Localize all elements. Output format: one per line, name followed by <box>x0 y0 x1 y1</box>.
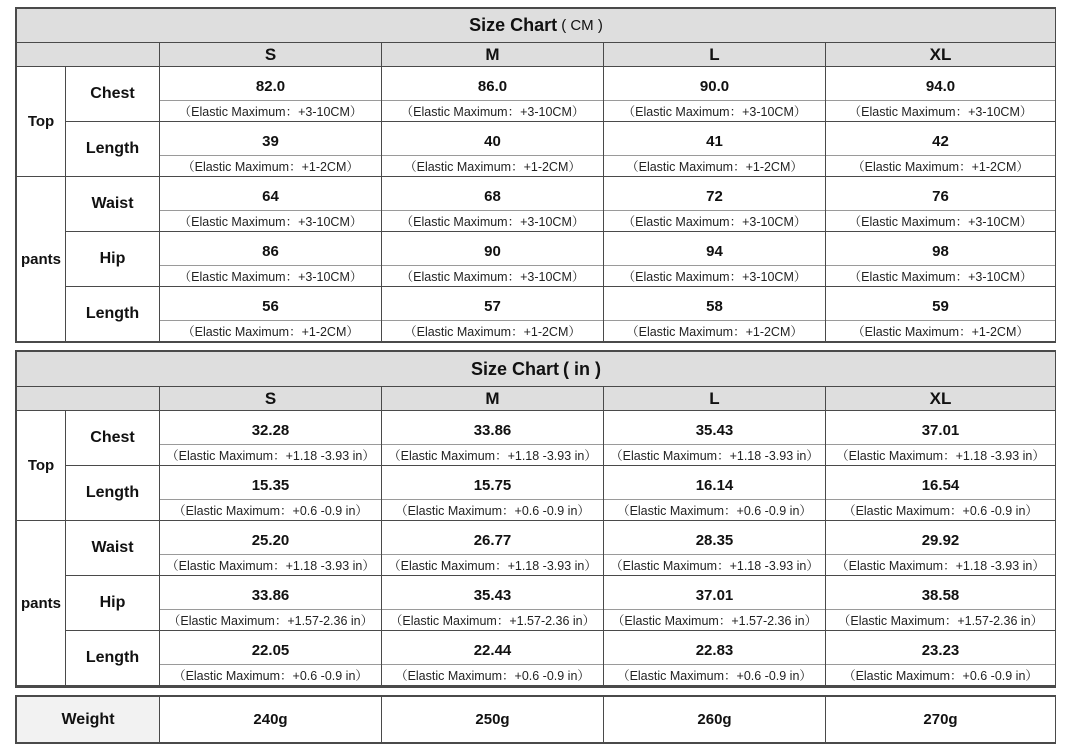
table-cell <box>382 67 603 121</box>
size-header-xl: XL <box>826 387 1055 410</box>
cell-value: 94 <box>604 232 825 266</box>
measure-label: Waist <box>66 521 159 575</box>
table-cell <box>604 466 825 520</box>
cell-note: （Elastic Maximum：+1-2CM） <box>852 325 1029 339</box>
cell-note: （Elastic Maximum：+3-10CM） <box>622 270 807 284</box>
cell-note: （Elastic Maximum：+0.6 -0.9 in） <box>173 669 368 683</box>
table-cell <box>160 287 381 341</box>
cell-value: 23.23 <box>826 631 1055 665</box>
cell-note: （Elastic Maximum：+3-10CM） <box>848 270 1033 284</box>
cell-note: （Elastic Maximum：+3-10CM） <box>622 105 807 119</box>
cell-note: （Elastic Maximum：+3-10CM） <box>848 215 1033 229</box>
group-label-pants: pants <box>17 521 65 685</box>
cell-note: （Elastic Maximum：+0.6 -0.9 in） <box>843 669 1038 683</box>
cell-value: 41 <box>604 122 825 156</box>
table-cell <box>826 631 1055 685</box>
cell-note: （Elastic Maximum：+3-10CM） <box>400 215 585 229</box>
cell-value: 56 <box>160 287 381 321</box>
table-cell <box>604 521 825 575</box>
cell-value: 40 <box>382 122 603 156</box>
table-cell <box>826 232 1055 286</box>
table-cell <box>160 521 381 575</box>
table-cell <box>826 466 1055 520</box>
table-cell <box>160 122 381 176</box>
table-cell <box>160 232 381 286</box>
table-cell <box>826 67 1055 121</box>
cell-value: 86.0 <box>382 67 603 101</box>
cell-value: 98 <box>826 232 1055 266</box>
cell-note: （Elastic Maximum：+0.6 -0.9 in） <box>843 504 1038 518</box>
size-header-s: S <box>160 387 381 410</box>
cell-value: 38.58 <box>826 576 1055 610</box>
measure-label: Length <box>66 466 159 520</box>
cell-value: 16.14 <box>604 466 825 500</box>
table-cell <box>382 287 603 341</box>
cell-note: （Elastic Maximum：+3-10CM） <box>400 105 585 119</box>
chart-unit: ( CM ) <box>561 17 603 34</box>
size-header-l: L <box>604 387 825 410</box>
table-cell <box>382 411 603 465</box>
cell-note: （Elastic Maximum：+3-10CM） <box>178 215 363 229</box>
table-cell <box>382 631 603 685</box>
cell-note: （Elastic Maximum：+1.18 -3.93 in） <box>388 449 597 463</box>
measure-label: Chest <box>66 67 159 121</box>
cell-value: 16.54 <box>826 466 1055 500</box>
cell-value: 15.75 <box>382 466 603 500</box>
cell-note: （Elastic Maximum：+1.57-2.36 in） <box>389 614 596 628</box>
table-cell <box>826 177 1055 231</box>
weight-value-l: 260g <box>604 697 825 742</box>
cell-value: 22.83 <box>604 631 825 665</box>
cell-value: 42 <box>826 122 1055 156</box>
cell-value: 37.01 <box>826 411 1055 445</box>
table-cell <box>160 67 381 121</box>
cell-note: （Elastic Maximum：+1-2CM） <box>182 160 359 174</box>
table-cell <box>382 466 603 520</box>
cell-note: （Elastic Maximum：+3-10CM） <box>848 105 1033 119</box>
cell-note: （Elastic Maximum：+1.57-2.36 in） <box>611 614 818 628</box>
measure-label: Hip <box>66 576 159 630</box>
cell-value: 28.35 <box>604 521 825 555</box>
cell-value: 68 <box>382 177 603 211</box>
cell-value: 57 <box>382 287 603 321</box>
cell-value: 25.20 <box>160 521 381 555</box>
table-cell <box>604 232 825 286</box>
cell-note: （Elastic Maximum：+3-10CM） <box>622 215 807 229</box>
cell-value: 72 <box>604 177 825 211</box>
cell-note: （Elastic Maximum：+1-2CM） <box>626 325 803 339</box>
chart-title-text: Size Chart <box>470 358 560 379</box>
cell-value: 22.05 <box>160 631 381 665</box>
chart-unit: ( in ) <box>563 358 602 379</box>
cell-note: （Elastic Maximum：+1-2CM） <box>626 160 803 174</box>
table-cell <box>604 576 825 630</box>
cell-note: （Elastic Maximum：+3-10CM） <box>400 270 585 284</box>
table-cell <box>604 287 825 341</box>
table-cell <box>382 576 603 630</box>
measure-label: Length <box>66 122 159 176</box>
group-label-top: Top <box>17 411 65 520</box>
table-cell <box>604 122 825 176</box>
cell-note: （Elastic Maximum：+3-10CM） <box>178 270 363 284</box>
cell-value: 86 <box>160 232 381 266</box>
table-cell <box>604 411 825 465</box>
table-cell <box>382 232 603 286</box>
cell-note: （Elastic Maximum：+1.18 -3.93 in） <box>610 449 819 463</box>
cell-note: （Elastic Maximum：+0.6 -0.9 in） <box>395 504 590 518</box>
cell-value: 64 <box>160 177 381 211</box>
cell-value: 35.43 <box>604 411 825 445</box>
cell-value: 90 <box>382 232 603 266</box>
weight-label: Weight <box>17 697 159 742</box>
cell-value: 29.92 <box>826 521 1055 555</box>
chart-title-text: Size Chart <box>469 15 558 35</box>
weight-value-xl: 270g <box>826 697 1055 742</box>
size-chart-in <box>15 350 1056 688</box>
size-chart-cm <box>15 7 1056 343</box>
group-label-pants: pants <box>17 177 65 341</box>
table-cell <box>604 177 825 231</box>
table-cell <box>826 287 1055 341</box>
table-cell <box>826 576 1055 630</box>
cell-note: （Elastic Maximum：+1.18 -3.93 in） <box>836 559 1045 573</box>
cell-value: 37.01 <box>604 576 825 610</box>
cell-note: （Elastic Maximum：+1.18 -3.93 in） <box>388 559 597 573</box>
measure-label: Length <box>66 631 159 685</box>
table-cell <box>160 411 381 465</box>
table-cell <box>160 177 381 231</box>
size-header-m: M <box>382 43 603 66</box>
table-cell <box>160 466 381 520</box>
size-header-m: M <box>382 387 603 410</box>
header-corner <box>17 387 159 410</box>
cell-value: 26.77 <box>382 521 603 555</box>
measure-label: Length <box>66 287 159 341</box>
chart-title-in <box>17 352 1055 386</box>
cell-value: 39 <box>160 122 381 156</box>
cell-note: （Elastic Maximum：+1-2CM） <box>404 325 581 339</box>
cell-note: （Elastic Maximum：+1.57-2.36 in） <box>837 614 1044 628</box>
cell-value: 22.44 <box>382 631 603 665</box>
cell-value: 59 <box>826 287 1055 321</box>
table-cell <box>604 67 825 121</box>
cell-note: （Elastic Maximum：+1.18 -3.93 in） <box>166 449 375 463</box>
cell-value: 33.86 <box>382 411 603 445</box>
table-cell <box>160 576 381 630</box>
cell-value: 32.28 <box>160 411 381 445</box>
table-cell <box>160 631 381 685</box>
weight-value-s: 240g <box>160 697 381 742</box>
table-cell <box>826 122 1055 176</box>
measure-label: Waist <box>66 177 159 231</box>
header-corner <box>17 43 159 66</box>
cell-note: （Elastic Maximum：+3-10CM） <box>178 105 363 119</box>
cell-note: （Elastic Maximum：+0.6 -0.9 in） <box>617 669 812 683</box>
table-cell <box>382 122 603 176</box>
cell-value: 82.0 <box>160 67 381 101</box>
chart-title-cm <box>17 9 1055 42</box>
weight-value-m: 250g <box>382 697 603 742</box>
size-header-l: L <box>604 43 825 66</box>
cell-note: （Elastic Maximum：+0.6 -0.9 in） <box>617 504 812 518</box>
cell-value: 90.0 <box>604 67 825 101</box>
table-cell <box>382 177 603 231</box>
cell-note: （Elastic Maximum：+1-2CM） <box>852 160 1029 174</box>
table-cell <box>604 631 825 685</box>
cell-note: （Elastic Maximum：+1.18 -3.93 in） <box>166 559 375 573</box>
cell-note: （Elastic Maximum：+0.6 -0.9 in） <box>173 504 368 518</box>
cell-note: （Elastic Maximum：+1-2CM） <box>182 325 359 339</box>
weight-table <box>15 695 1056 744</box>
cell-value: 58 <box>604 287 825 321</box>
cell-note: （Elastic Maximum：+1-2CM） <box>404 160 581 174</box>
cell-value: 76 <box>826 177 1055 211</box>
cell-value: 33.86 <box>160 576 381 610</box>
cell-value: 94.0 <box>826 67 1055 101</box>
table-cell <box>382 521 603 575</box>
measure-label: Hip <box>66 232 159 286</box>
size-header-xl: XL <box>826 43 1055 66</box>
cell-note: （Elastic Maximum：+1.18 -3.93 in） <box>610 559 819 573</box>
cell-value: 15.35 <box>160 466 381 500</box>
cell-note: （Elastic Maximum：+1.18 -3.93 in） <box>836 449 1045 463</box>
size-header-s: S <box>160 43 381 66</box>
measure-label: Chest <box>66 411 159 465</box>
table-cell <box>826 411 1055 465</box>
table-cell <box>826 521 1055 575</box>
cell-value: 35.43 <box>382 576 603 610</box>
cell-note: （Elastic Maximum：+0.6 -0.9 in） <box>395 669 590 683</box>
group-label-top: Top <box>17 67 65 176</box>
cell-note: （Elastic Maximum：+1.57-2.36 in） <box>167 614 374 628</box>
